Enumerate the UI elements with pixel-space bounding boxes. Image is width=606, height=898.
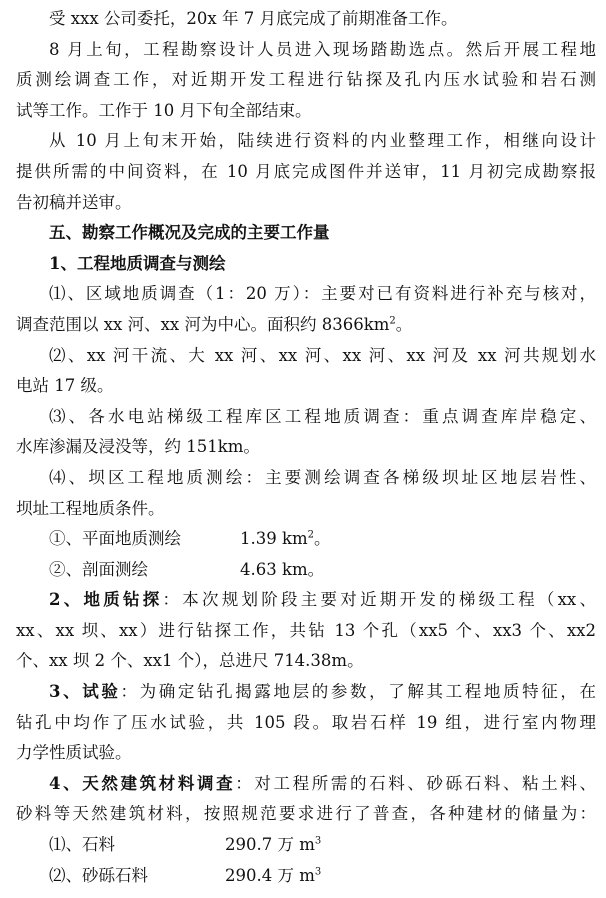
list-item-line: ⑵、xx 河干流、大 xx 河、xx 河、xx 河、xx 河及 xx 河共规划水 xyxy=(49,345,596,365)
material-name: ⑴、石料 xyxy=(49,835,115,855)
subsection-heading: 2、地质钻探 xyxy=(49,590,163,610)
section-heading: 五、勘察工作概况及完成的主要工作量 xyxy=(49,223,330,243)
measurement-value xyxy=(240,524,331,555)
measurement-value xyxy=(240,555,324,586)
material-row xyxy=(16,830,596,861)
paragraph-line: 从 10 月上旬末开始，陆续进行资料的内业整理工作，相继向设计 xyxy=(49,131,596,151)
material-name: ⑵、砂砾石料 xyxy=(49,865,148,885)
paragraph-line: 告初稿并送审。 xyxy=(16,192,132,212)
text-run: ：为确定钻孔揭露地层的参数，了解其工程地质特征，在 xyxy=(120,682,596,702)
list-item-line xyxy=(16,310,596,341)
measurement-name: ①、平面地质测绘 xyxy=(49,529,181,549)
subsection-line xyxy=(16,769,596,800)
paragraph-line: 试等工作。工作于 10 月下旬全部结束。 xyxy=(16,100,312,120)
paragraph-line: 质测绘调查工作，对近期开发工程进行钻探及孔内压水试验和岩石测 xyxy=(16,70,596,90)
material-row xyxy=(16,861,596,892)
list-item-line: 坝址工程地质条件。 xyxy=(16,498,165,518)
superscript: 3 xyxy=(314,835,322,847)
text-run: 。 xyxy=(395,314,413,334)
measurement-row xyxy=(16,555,596,586)
value-text: 1.39 km xyxy=(240,529,308,549)
paragraph-line: 8 月上旬，工程勘察设计人员进入现场踏勘选点。然后开展工程地 xyxy=(49,39,596,59)
superscript: 3 xyxy=(314,866,322,878)
list-item-line: 水库渗漏及浸没等，约 151km。 xyxy=(16,437,260,457)
list-item-line: ⑶、各水电站梯级工程库区工程地质调查：重点调查库岸稳定、 xyxy=(49,406,596,426)
text-run: ：本次规划阶段主要对近期开发的梯级工程（xx、 xyxy=(162,590,596,610)
material-value xyxy=(225,830,321,861)
paragraph-line: 提供所需的中间资料，在 10 月底完成图件并送审，11 月初完成勘察报 xyxy=(16,161,596,181)
paragraph-line: 钻孔中均作了压水试验，共 105 段。取岩石样 19 组，进行室内物理 xyxy=(16,712,596,732)
superscript: 2 xyxy=(307,529,315,541)
subsection-line xyxy=(16,585,596,616)
list-item-line: ⑷、坝区工程地质测绘：主要测绘调查各梯级坝址区地层岩性、 xyxy=(49,467,596,487)
paragraph-line: 受 xxx 公司委托，20x 年 7 月底完成了前期准备工作。 xyxy=(49,9,458,28)
list-item-line: 电站 17 级。 xyxy=(16,376,114,396)
subsection-heading: 4、天然建筑材料调查 xyxy=(49,773,236,793)
paragraph-line: 力学性质试验。 xyxy=(16,743,132,763)
value-text: 290.4 万 m xyxy=(225,865,315,885)
list-item-line: ⑴、区域地质调查（1：20 万）：主要对已有资料进行补充与核对， xyxy=(49,284,596,304)
measurement-row xyxy=(16,524,596,555)
subsection-heading: 1、工程地质调查与测绘 xyxy=(49,253,226,273)
measurement-name: ②、剖面测绘 xyxy=(49,559,148,579)
value-text: 290.7 万 m xyxy=(225,835,315,855)
text-run: 调查范围以 xx 河、xx 河为中心。面积约 8366km xyxy=(16,314,390,334)
value-text: 4.63 km。 xyxy=(240,559,325,579)
subsection-heading: 3、试验 xyxy=(49,682,121,702)
subsection-line xyxy=(16,677,596,708)
material-value xyxy=(225,861,321,892)
paragraph-line: xx、xx 坝、xx）进行钻探工作，共钻 13 个孔（xx5 个、xx3 个、xx2 xyxy=(16,620,596,640)
paragraph-line: 个、xx 坝 2 个、xx1 个），总进尺 714.38m。 xyxy=(16,651,364,671)
value-suffix: 。 xyxy=(314,529,331,549)
paragraph-line: 砂料等天然建筑材料，按照规范要求进行了普查，各种建材的储量为： xyxy=(16,804,596,824)
superscript: 2 xyxy=(389,315,396,327)
text-run: ：对工程所需的石料、砂砾石料、粘土料、 xyxy=(235,773,596,793)
